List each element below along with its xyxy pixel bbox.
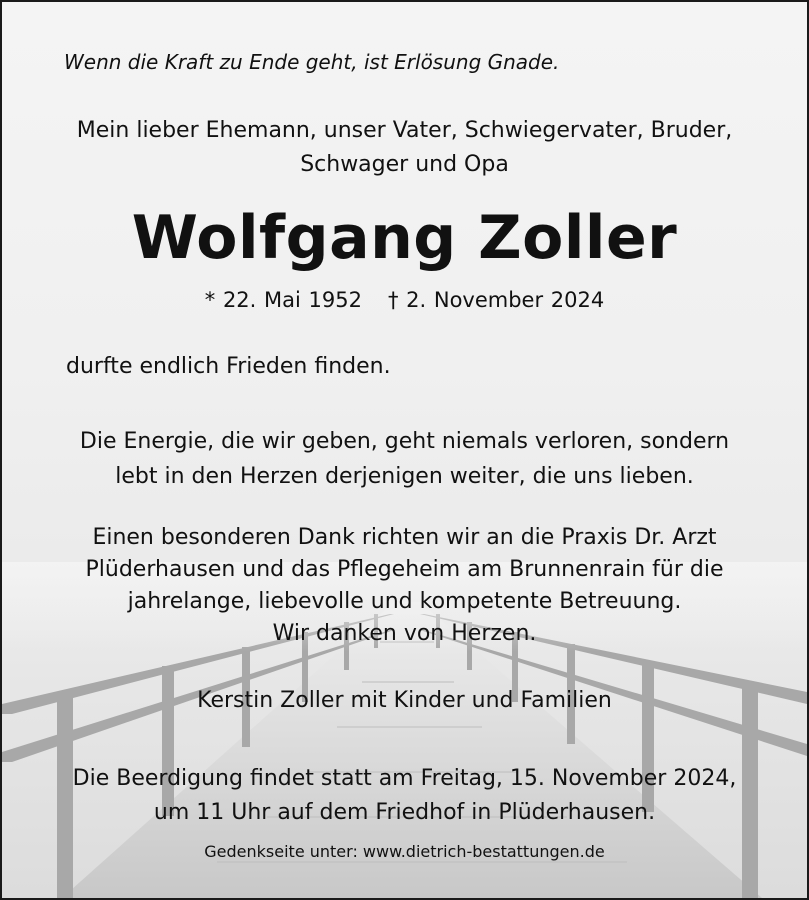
deceased-name: Wolfgang Zoller (131, 203, 678, 273)
death-date: † 2. November 2024 (387, 288, 605, 312)
birth-date: * 22. Mai 1952 (204, 288, 362, 312)
thanks-line: Plüderhausen und das Pflegeheim am Brunnenrain für die (85, 557, 724, 582)
peace-text: durfte endlich Frieden finden. (66, 354, 391, 379)
thanks-line: jahrelange, liebevolle und kompetente Betreuung. (127, 589, 682, 614)
verse-line: Die Energie, die wir geben, geht niemals verloren, sondern (79, 429, 730, 454)
intro-line: Mein lieber Ehemann, unser Vater, Schwiegervater, Bruder, (76, 118, 733, 143)
funeral-info (2, 762, 807, 830)
thanks-line: Wir danken von Herzen. (272, 621, 537, 646)
family-signature: Kerstin Zoller mit Kinder und Familien (197, 688, 612, 713)
energy-verse (2, 424, 807, 494)
intro-line: Schwager und Opa (300, 152, 509, 177)
memorial-website: Gedenkseite unter: www.dietrich-bestattungen.de (204, 842, 605, 861)
intro-text (2, 114, 807, 182)
thanks-line: Einen besonderen Dank richten wir an die Praxis Dr. Arzt (92, 525, 717, 550)
opening-quote: Wenn die Kraft zu Ende geht, ist Erlösung Gnade. (64, 50, 560, 74)
funeral-line: Die Beerdigung findet statt am Freitag, 15. November 2024, (72, 766, 737, 791)
funeral-line: um 11 Uhr auf dem Friedhof in Plüderhausen. (153, 800, 656, 825)
life-dates (2, 288, 807, 312)
verse-line: lebt in den Herzen derjenigen weiter, die uns lieben. (115, 464, 694, 489)
thanks-text (2, 522, 807, 650)
